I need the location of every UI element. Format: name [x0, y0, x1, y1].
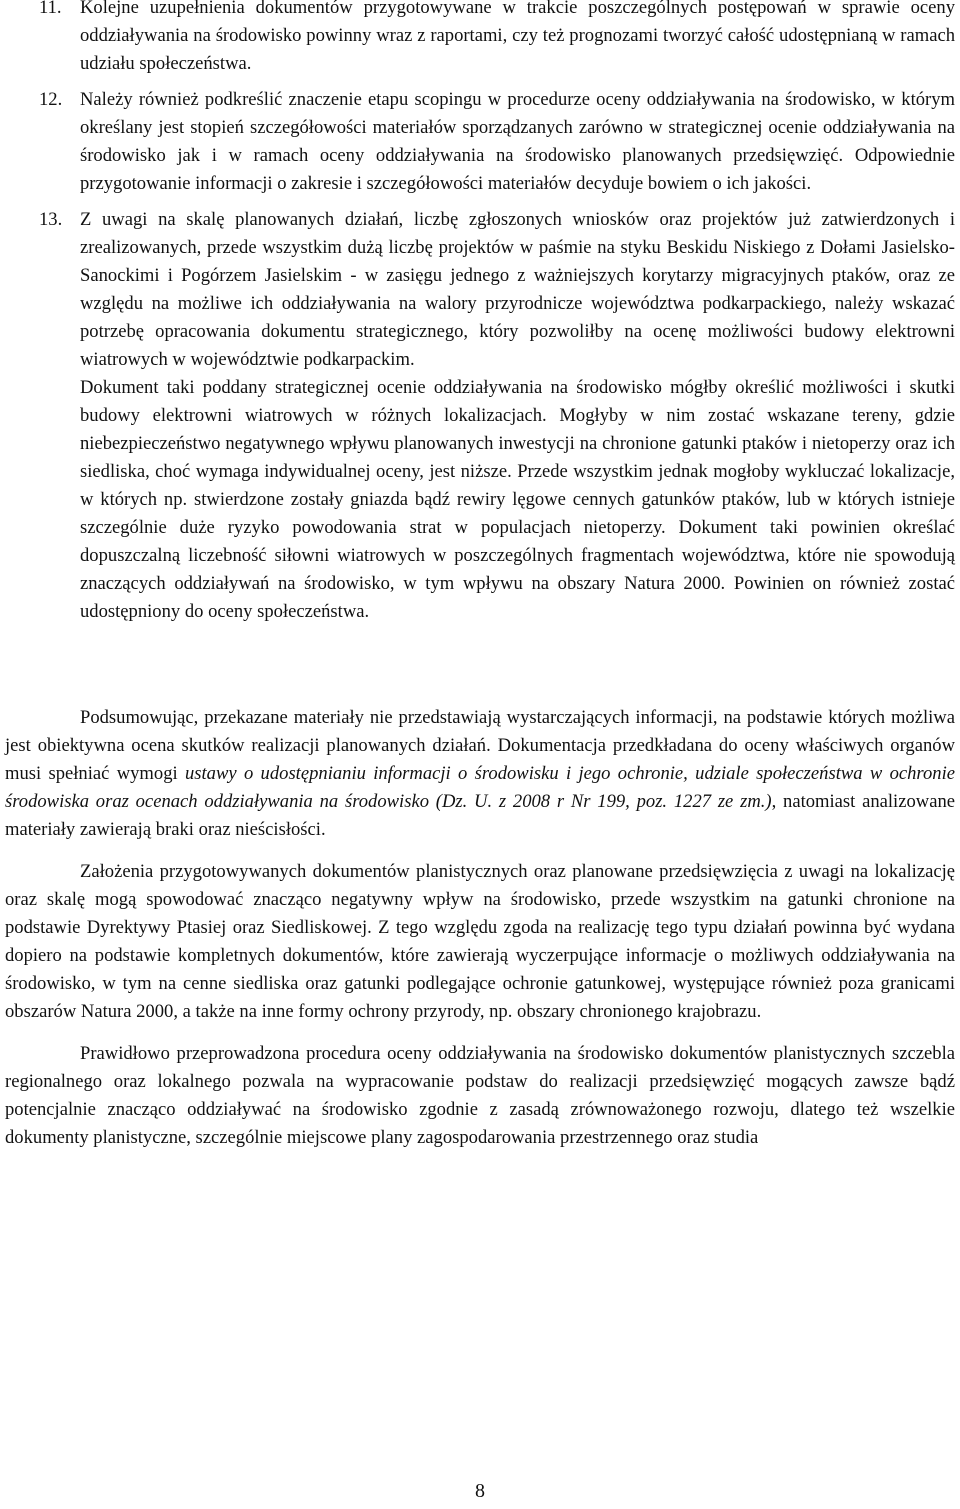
assumptions-paragraph: Założenia przygotowywanych dokumentów planistycznych oraz planowane przedsięwzięcia z uwagi na lokalizację oraz skalę mogą spowodować znacząco negatywny wpływ na środowisko, przede wszystkim na gatunki chronione na podstawie Dyrektywy Ptasiej oraz Siedliskowej. Z tego względu zgoda na realizację tego typu działań powinna być wydana dopiero na podstawie kompletnych dokumentów, które zawierają wyczerpujące informacje o możliwych oddziaływania na środowisko, w tym na cenne siedliska oraz gatunki podlegające ochronie gatunkowej, występujące również poza granicami obszarów Natura 2000, a także na inne formy ochrony przyrody, np. obszary chronionego krajobrazu. [5, 861, 955, 1022]
item-text-continued: Dokument taki poddany strategicznej ocenie oddziaływania na środowisko mógłby określić możliwości i skutki budowy elektrowni wiatrowych w różnych lokalizacjach. Mogłyby w nim zostać wskazane tereny, gdzie niebezpieczeństwo negatywnego wpływu planowanych inwestycji na chronione gatunki ptaków i nietoperzy oraz ich siedliska, choć wymaga indywidualnej oceny, jest niższe. Przede wszystkim jednak mogłoby wykluczać lokalizacje, w których np. stwierdzone zostały gniazda bądź rewiry lęgowe cennych gatunków ptaków, lub w których istnieje szczególnie duże ryzyko powodowania strat w populacjach nietoperzy. Dokument taki powinien określać dopuszczalną liczebność siłowni wiatrowych w poszczególnych fragmentach województwa, które nie spowodują znaczących oddziaływań na środowisko, w tym wpływu na obszary Natura 2000. Powinien on również zostać udostępniony do oceny społeczeństwa. [80, 377, 955, 622]
page-number: 8 [475, 1480, 485, 1502]
item-text: Należy również podkreślić znaczenie etapu scopingu w procedurze oceny oddziaływania na środowisko, w którym określany jest stopień szczegółowości materiałów sporządzanych zarówno w strategicznej ocenie oddziaływania na środowisko jak i w ramach oceny oddziaływania na środowisko planowanych przedsięwzięć. Odpowiednie przygotowanie informacji o zakresie i szczegółowości materiałów decyduje bowiem o ich jakości. [80, 89, 955, 194]
summary-text-start: Podsumowując, przekazane materiały nie przedstawiają wystarczających informacji, na podstawie których możliwa jest obiektywna ocena skutków realizacji planowanych działań. Dokumentacja przedkładana do oceny właściwych organów musi spełniać wymogi [5, 707, 955, 784]
list-item-11 [5, 0, 955, 78]
law-citation: ustawy o udostępnianiu informacji o środowisku i jego ochronie, udziale społeczeństwa w ochronie środowiska oraz ocenach oddziaływania na środowisko (Dz. U. z 2008 r Nr 199, poz. 1227 ze zm.) [5, 763, 955, 812]
procedure-paragraph: Prawidłowo przeprowadzona procedura oceny oddziaływania na środowisko dokumentów planistycznych szczebla regionalnego oraz lokalnego pozwala na wypracowanie podstaw do realizacji przedsięwzięć mogących zawsze bądź potencjalnie znacząco oddziaływać na środowisko zgodnie z zasadą zrównoważonego rozwoju, dlatego też wszelkie dokumenty planistyczne, szczególnie miejscowe plany zagospodarowania przestrzennego oraz studia [5, 1043, 955, 1148]
item-number: 13. [39, 209, 63, 230]
list-item-12 [5, 86, 955, 198]
item-text: Kolejne uzupełnienia dokumentów przygotowywane w trakcie poszczególnych postępowań w sprawie oceny oddziaływania na środowisko powinny wraz z raportami, czy też prognozami tworzyć całość udostępnianą w ramach udziału społeczeństwa. [80, 0, 955, 74]
item-text: Z uwagi na skalę planowanych działań, liczbę zgłoszonych wniosków oraz projektów już zatwierdzonych i zrealizowanych, przede wszystkim dużą liczbę projektów w paśmie na styku Beskidu Niskiego z Dołami Jasielsko-Sanockimi i Pogórzem Jasielskim - w zasięgu jednego z ważniejszych korytarzy migracyjnych ptaków, oraz ze względu na możliwe ich oddziaływania na walory przyrodnicze województwa podkarpackiego, należy wskazać potrzebę opracowania dokumentu strategicznego, który pozwoliłby na ocenę możliwości budowy elektrowni wiatrowych w województwie podkarpackim. [80, 209, 955, 370]
list-item-13 [5, 206, 955, 626]
summary-paragraph [5, 704, 955, 844]
summary-text-end: , natomiast analizowane materiały zawierają braki oraz nieścisłości. [5, 791, 956, 840]
item-number: 12. [39, 89, 63, 110]
item-number: 11. [39, 0, 62, 18]
